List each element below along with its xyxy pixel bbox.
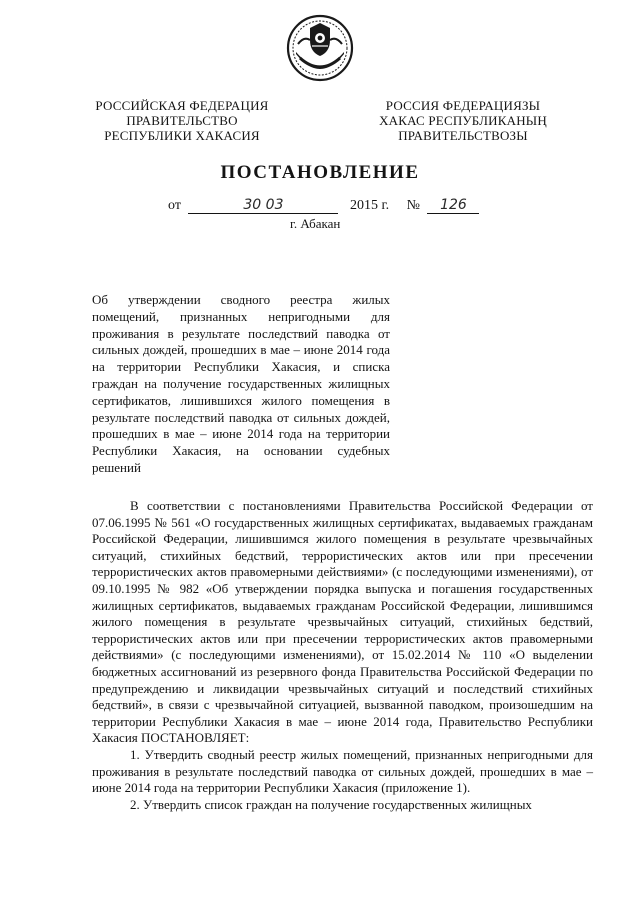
document-title: ПОСТАНОВЛЕНИЕ	[220, 162, 420, 183]
header-left-line-2: ПРАВИТЕЛЬСТВО	[126, 113, 238, 128]
date-number-line	[168, 198, 479, 214]
coat-of-arms-icon	[286, 14, 354, 82]
number-field: 126	[427, 198, 479, 214]
subject-block: Об утверждении сводного реестра жилых помещений, признанных непригодными для проживания в результате последствий паводка от сильных дождей, прошедших в мае – июне 2014 года на территории Республики Хакасия, и списка граждан на получение государственных жилищных сертификатов, лишившихся жилого помещения в результате последствий паводка от сильных дождей, прошедших в мае – июне 2014 года на территории Республики Хакасия, на основании судебных решений	[92, 292, 390, 475]
header-left-line-3: РЕСПУБЛИКИ ХАКАСИЯ	[104, 128, 260, 143]
header-right-line-1: РОССИЯ ФЕДЕРАЦИЯЗЫ	[385, 98, 541, 113]
header-right-line-3: ПРАВИТЕЛЬСТВОЗЫ	[398, 128, 528, 143]
body-paragraph-3: 2. Утвердить список граждан на получение государственных жилищных	[130, 796, 532, 812]
date-field: 30 03	[188, 198, 338, 214]
header-right-line-2: ХАКАС РЕСПУБЛИКАНЫҢ	[379, 113, 547, 128]
number-prefix: №	[406, 198, 420, 213]
date-prefix: от	[168, 198, 181, 213]
body-text	[92, 498, 593, 813]
header-left	[82, 98, 282, 143]
year-label: 2015 г.	[349, 198, 390, 213]
header-right	[354, 98, 572, 143]
city-label: г. Абакан	[290, 216, 341, 231]
body-paragraph-2: 1. Утвердить сводный реестр жилых помещений, признанных непригодными для проживания в результате последствий паводка от сильных дождей, прошедших в мае – июне 2014 года на территории Республики Хакасия (приложение 1).	[92, 746, 593, 796]
body-paragraph-1: В соответствии с постановлениями Правительства Российской Федерации от 07.06.1995 № 561 «О государственных жилищных сертификатах, выдаваемых гражданам Российской Федерации, лишившимся жилого помещения в результате чрезвычайных ситуаций, стихийных бедствий, террористических актов или при пресечении террористических актов правомерными действиями» (с последующими изменениями), от 09.10.1995 № 982 «Об утверждении порядка выпуска и погашения государственных жилищных сертификатов, выдаваемых гражданам Российской Федерации, лишившимся жилого помещения в результате чрезвычайных ситуаций, стихийных бедствий, террористических актов или при пресечении террористических актов правомерными действиями» (с последующими изменениями), от 15.02.2014 № 110 «О выделении бюджетных ассигнований из резервного фонда Правительства Российской Федерации по предупреждению и ликвидации чрезвычайных ситуаций и последствий стихийных бедствий», в связи с чрезвычайной ситуацией, вызванной паводком, произошедшим на территории Республики Хакасия в мае – июне 2014 года, Правительство Республики Хакасия ПОСТАНОВЛЯЕТ:	[92, 498, 593, 746]
header-left-line-1: РОССИЙСКАЯ ФЕДЕРАЦИЯ	[95, 98, 269, 113]
